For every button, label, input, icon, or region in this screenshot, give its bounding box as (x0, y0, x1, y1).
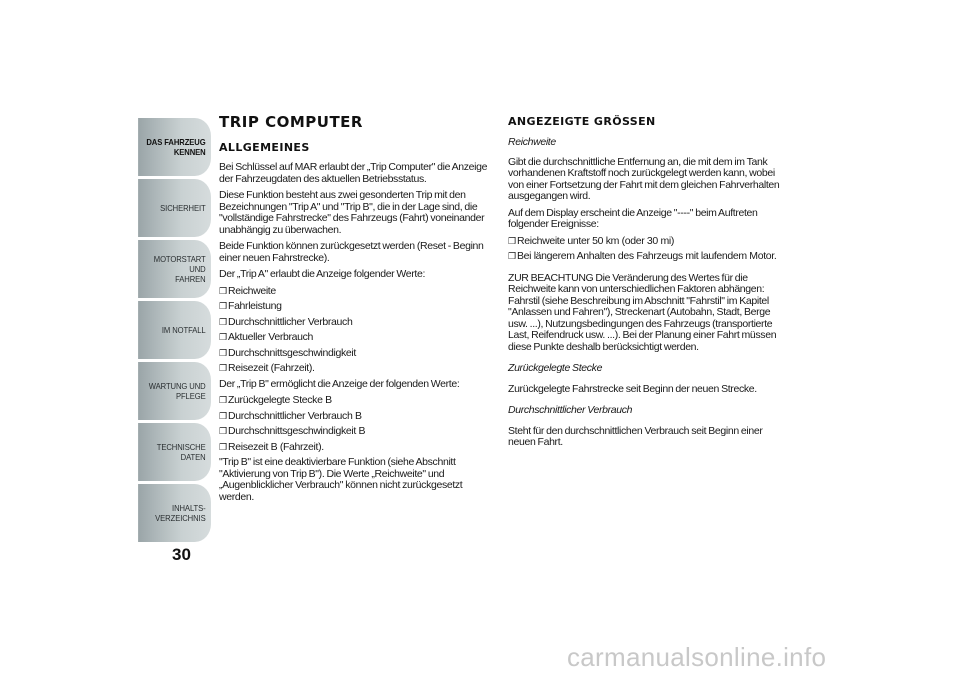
checkbox-bullet-icon: ❒ (219, 316, 227, 327)
checkbox-bullet-icon: ❒ (219, 332, 227, 342)
section-title: TRIP COMPUTER (219, 113, 363, 131)
subheading-durchschnittlicher-verbrauch: Durchschnittlicher Verbrauch (508, 404, 633, 416)
tab-label: DAS FAHRZEUG KENNEN (146, 137, 206, 157)
watermark: carmanualsonline.info (567, 642, 827, 672)
tab-label: TECHNISCHE DATEN (156, 442, 206, 462)
list-item: ❒Durchschnittsgeschwindigkeit B (219, 425, 366, 437)
paragraph: Der „Trip A" erlaubt die Anzeige folgender Werte: (219, 268, 426, 280)
left-column (219, 113, 495, 508)
checkbox-bullet-icon: ❒ (219, 410, 227, 421)
section-subtitle: ALLGEMEINES (219, 141, 310, 154)
paragraph: Diese Funktion besteht aus zwei gesonderten Trip mit den Bezeichnungen "Trip A" und "Trip B", die in der Lage sind, die "vollständige Fahrstrecke" des Fahrzeugs (Fahrt) voneinander unabhängig zu überwachen. (219, 189, 485, 236)
tab-wartung-und-pflege[interactable] (138, 362, 211, 420)
paragraph: Gibt die durchschnittliche Entfernung an, die mit dem im Tank vorhandenen Kraftstoff noch zurückgelegt werden kann, wobei von einer Fortsetzung der Fahrt mit dem gleichen Fahrverhalten ausgegangen wird. (508, 155, 780, 202)
checkbox-bullet-icon: ❒ (219, 441, 227, 452)
tab-das-fahrzeug-kennen[interactable] (138, 118, 211, 176)
list-item: ❒Reichweite (219, 284, 276, 297)
list-item: ❒Zurückgelegte Stecke B (219, 394, 332, 406)
note-paragraph: ZUR BEACHTUNG Die Veränderung des Wertes für die Reichweite kann von unterschiedlichen Faktoren abhängen: Fahrstil (siehe Beschreibung im Abschnitt "Fahrstil" im Kapitel "Anlassen und Fahren"), Streckenart (Autobahn, Stadt, Berge usw. ...), Nutzungsbedingungen des Fahrzeugs (transportierte Last, Reifendruck usw. ...). Bei der Planung einer Fahrt müssen diese Punkte deshalb berücksichtigt werden. (508, 271, 777, 353)
paragraph: Beide Funktion können zurückgesetzt werden (Reset - Beginn einer neuen Fahrstrecke). (219, 240, 484, 264)
section-title: ANGEZEIGTE GRÖSSEN (508, 115, 656, 128)
list-item: ❒Fahrleistung (219, 300, 282, 312)
list-item: ❒Reichweite unter 50 km (oder 30 mi) (508, 234, 674, 247)
tab-technische-daten[interactable] (138, 423, 211, 481)
paragraph: Der „Trip B" ermöglicht die Anzeige der folgenden Werte: (219, 377, 460, 390)
paragraph: Auf dem Display erscheint die Anzeige "----" beim Auftreten folgender Ereignisse: (508, 206, 758, 230)
page-number: 30 (172, 545, 191, 564)
tab-im-notfall[interactable] (138, 301, 211, 359)
checkbox-bullet-icon: ❒ (219, 426, 227, 436)
list-item: ❒Durchschnittsgeschwindigkeit (219, 346, 356, 359)
right-column (508, 113, 786, 454)
checkbox-bullet-icon: ❒ (219, 395, 227, 405)
subheading-reichweite: Reichweite (508, 136, 556, 148)
tab-sicherheit[interactable] (138, 179, 211, 237)
paragraph: Zurückgelegte Fahrstrecke seit Beginn der neuen Strecke. (508, 382, 757, 395)
checkbox-bullet-icon: ❒ (219, 347, 227, 358)
list-item: ❒Aktueller Verbrauch (219, 331, 313, 343)
checkbox-bullet-icon: ❒ (219, 285, 227, 296)
subheading-zurueckgelegte-stecke: Zurückgelegte Stecke (508, 362, 603, 374)
tab-label: SICHERHEIT (160, 203, 206, 213)
checkbox-bullet-icon: ❒ (219, 363, 227, 373)
tab-label: WARTUNG UND PFLEGE (148, 381, 206, 401)
tab-label: MOTORSTART UND FAHREN (153, 254, 206, 284)
list-item: ❒Bei längerem Anhalten des Fahrzeugs mit laufendem Motor. (508, 250, 777, 262)
paragraph: Steht für den durchschnittlichen Verbrauch seit Beginn einer neuen Fahrt. (508, 424, 763, 448)
list-item: ❒Reisezeit B (Fahrzeit). (219, 440, 324, 453)
paragraph: "Trip B" ist eine deaktivierbare Funktion (siehe Abschnitt "Aktivierung von Trip B"). Die Werte „Reichweite" und „Augenblicklicher Verbrauch" können nicht zurückgesetzt werden. (219, 456, 463, 503)
paragraph: Bei Schlüssel auf MAR erlaubt der „Trip Computer" die Anzeige der Fahrzeugdaten des aktuellen Betriebsstatus. (219, 161, 488, 185)
list-item: ❒Durchschnittlicher Verbrauch B (219, 409, 362, 422)
chapter-sidebar (130, 118, 211, 545)
list-item: ❒Reisezeit (Fahrzeit). (219, 362, 315, 374)
tab-label: INHALTS- VERZEICHNIS (155, 503, 206, 523)
tab-label: IM NOTFALL (161, 325, 206, 335)
tab-inhaltsverzeichnis[interactable] (138, 484, 211, 542)
tab-motorstart-und-fahren[interactable] (138, 240, 211, 298)
list-item: ❒Durchschnittlicher Verbrauch (219, 315, 353, 328)
checkbox-bullet-icon: ❒ (508, 235, 516, 246)
checkbox-bullet-icon: ❒ (219, 301, 227, 311)
checkbox-bullet-icon: ❒ (508, 251, 516, 261)
